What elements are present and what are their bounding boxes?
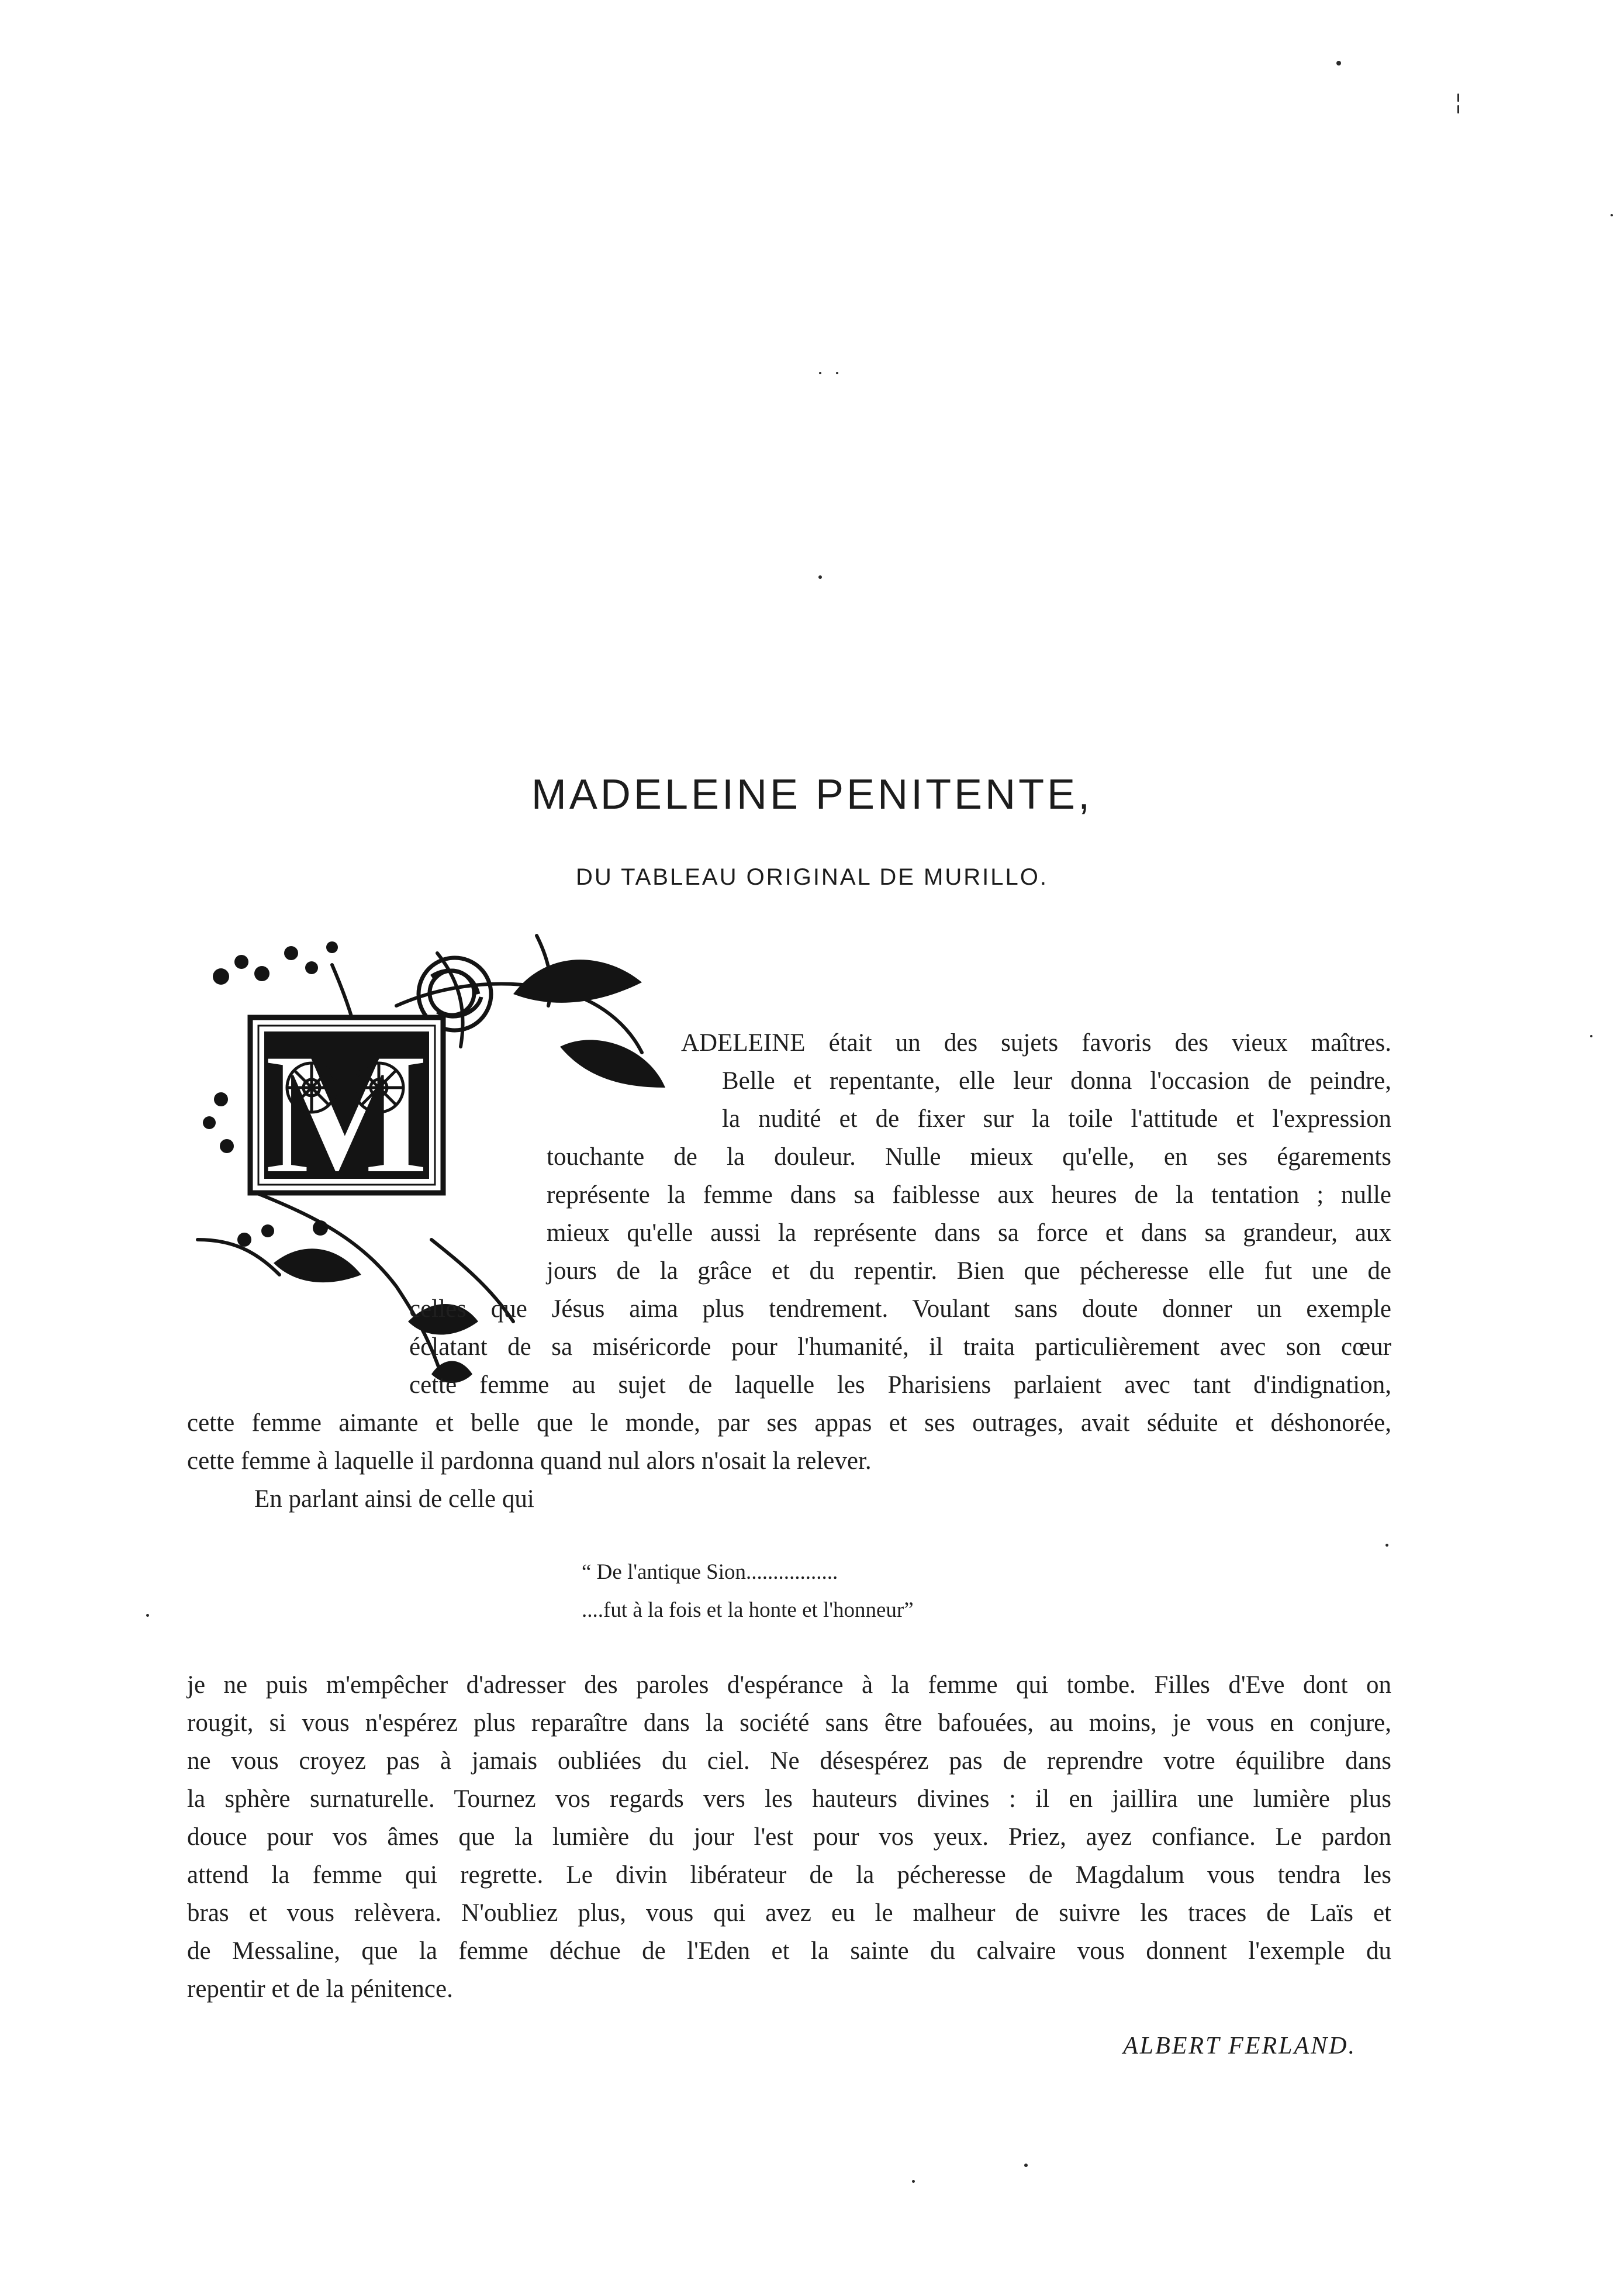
text-line: ADELEINE était un des sujets favoris des vieux maîtres. xyxy=(681,1029,1391,1057)
text-line: cette femme aimante et belle que le monde, par ses appas et ses outrages, avait séduite et déshonorée, xyxy=(187,1409,1391,1437)
text-line: de Messaline, que la femme déchue de l'Eden et la sainte du calvaire vous donnent l'exemple du xyxy=(187,1937,1391,1965)
scan-speck xyxy=(1457,105,1459,113)
scan-speck xyxy=(819,372,821,374)
author-signature: ALBERT FERLAND. xyxy=(1123,2033,1356,2059)
scan-speck xyxy=(1336,61,1341,65)
scan-speck xyxy=(912,2180,915,2183)
scan-speck xyxy=(818,575,822,579)
scan-speck xyxy=(836,372,838,374)
scan-speck xyxy=(1590,1035,1592,1037)
dropcap-letter: M xyxy=(264,1016,430,1210)
text-line: repentir et de la pénitence. xyxy=(187,1975,453,2003)
scan-speck xyxy=(1611,214,1613,216)
text-line: cette femme à laquelle il pardonna quand nul alors n'osait la relever. xyxy=(187,1447,872,1475)
text-line: la sphère surnaturelle. Tournez vos regards vers les hauteurs divines : il en jaillira une lumière plus xyxy=(187,1785,1391,1813)
scan-speck xyxy=(1385,1544,1388,1547)
text-line: cette femme au sujet de laquelle les Pharisiens parlaient avec tant d'indignation, xyxy=(409,1371,1391,1399)
text-line: ne vous croyez pas à jamais oubliées du ciel. Ne désespérez pas de reprendre votre équilibre dans xyxy=(187,1747,1391,1775)
text-line: je ne puis m'empêcher d'adresser des paroles d'espérance à la femme qui tombe. Filles d'Eve dont on xyxy=(187,1671,1391,1699)
text-line: mieux qu'elle aussi la représente dans sa force et dans sa grandeur, aux xyxy=(547,1219,1391,1247)
text-line: la nudité et de fixer sur la toile l'attitude et l'expression xyxy=(722,1105,1391,1133)
scan-speck xyxy=(146,1614,149,1617)
text-line: douce pour vos âmes que la lumière du jour l'est pour vos yeux. Priez, ayez confiance. Le pardon xyxy=(187,1823,1391,1851)
text-line: bras et vous relèvera. N'oubliez plus, vous qui avez eu le malheur de suivre les traces de Laïs et xyxy=(187,1899,1391,1927)
text-line: attend la femme qui regrette. Le divin libérateur de la pécheresse de Magdalum vous tendra les xyxy=(187,1861,1391,1889)
text-line: jours de la grâce et du repentir. Bien que pécheresse elle fut une de xyxy=(547,1257,1391,1285)
quote-line-1: “ De l'antique Sion................. xyxy=(582,1560,838,1584)
text-line: Belle et repentante, elle leur donna l'occasion de peindre, xyxy=(722,1067,1391,1095)
text-line: touchante de la douleur. Nulle mieux qu'elle, en ses égarements xyxy=(547,1143,1391,1171)
scan-speck xyxy=(1457,94,1459,102)
page-subtitle: DU TABLEAU ORIGINAL DE MURILLO. xyxy=(576,864,1048,890)
quote-line-2: ....fut à la fois et la honte et l'honneur” xyxy=(582,1598,914,1622)
lead-in-line: En parlant ainsi de celle qui xyxy=(254,1485,534,1513)
text-line: celles que Jésus aima plus tendrement. Voulant sans doute donner un exemple xyxy=(409,1295,1391,1323)
text-line: rougit, si vous n'espérez plus reparaître dans la société sans être bafouées, au moins, je vous en conjure, xyxy=(187,1709,1391,1737)
text-line: éclatant de sa miséricorde pour l'humanité, il traita particulièrement avec son cœur xyxy=(409,1333,1391,1361)
text-line: représente la femme dans sa faiblesse aux heures de la tentation ; nulle xyxy=(547,1181,1391,1209)
scan-speck xyxy=(1024,2164,1028,2167)
page-title: MADELEINE PENITENTE, xyxy=(531,771,1093,818)
